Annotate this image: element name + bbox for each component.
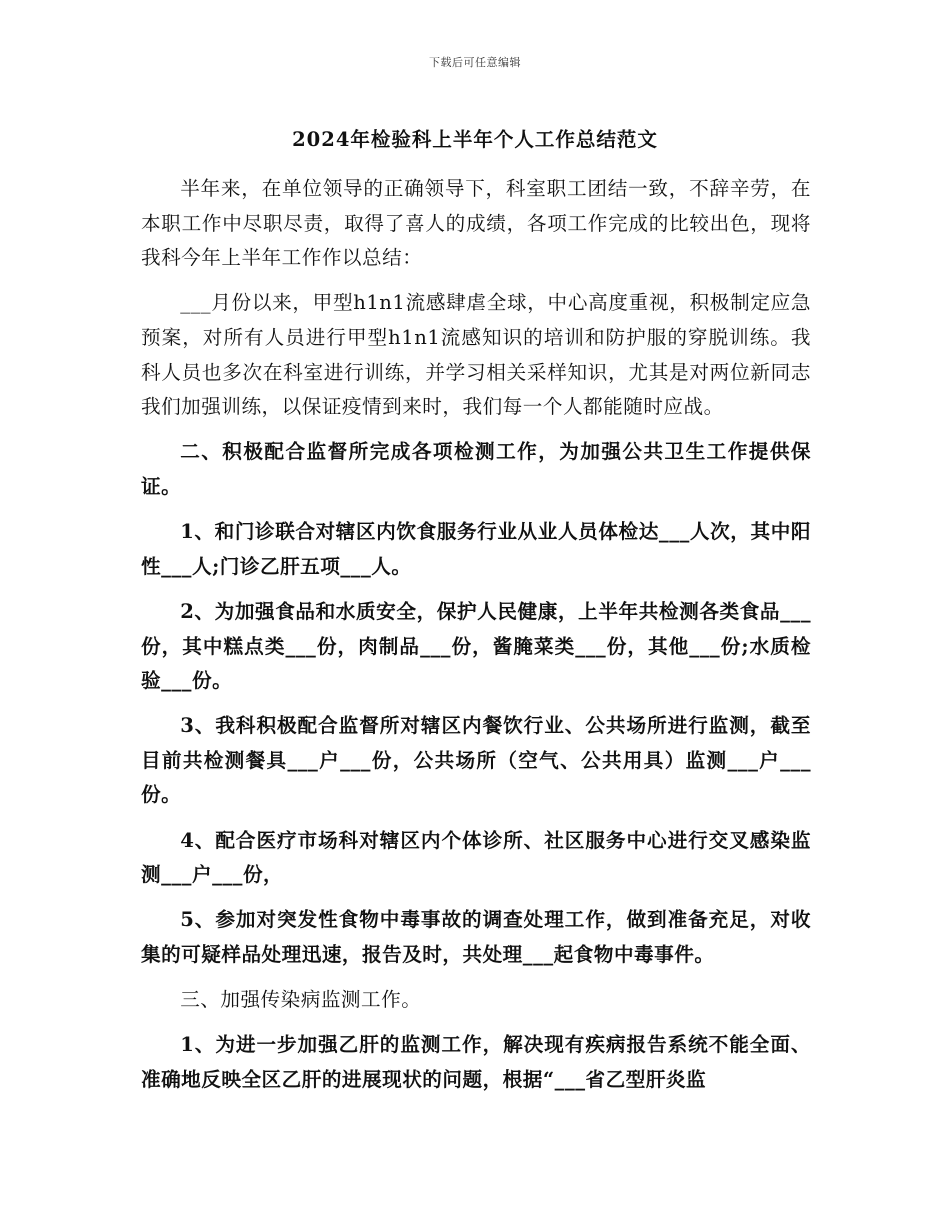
- document-title: 2024年检验科上半年个人工作总结范文: [292, 128, 658, 151]
- list-item-2-2: 2、为加强食品和水质安全，保护人民健康，上半年共检测各类食品___份，其中糕点类___份，肉制品___份，酱腌菜类___份，其他___份;水质检验___份。: [141, 599, 811, 693]
- list-item-2-5: 5、参加对突发性食物中毒事故的调查处理工作，做到准备充足，对收集的可疑样品处理迅速，报告及时，共处理___起食物中毒事件。: [141, 908, 811, 967]
- list-item-2-1: 1、和门诊联合对辖区内饮食服务行业从业人员体检达___人次，其中阳性___人;门诊乙肝五项___人。: [141, 520, 811, 578]
- list-item-3-1: 1、为进一步加强乙肝的监测工作，解决现有疾病报告系统不能全面、准确地反映全区乙肝的进展现状的问题，根据“___省乙型肝炎监: [141, 1033, 811, 1091]
- header-note: 下载后可任意编辑: [429, 56, 521, 69]
- paragraph-flu-training: ___月份以来，甲型h1n1流感肆虐全球，中心高度重视，积极制定应急预案，对所有人员进行甲型h1n1流感知识的培训和防护服的穿脱训练。我科人员也多次在科室进行训练，并学习相关采样知识，尤其是对两位新同志我们加强训练，以保证疫情到来时，我们每一个人都能随时应战。: [141, 291, 811, 419]
- list-item-2-3: 3、我科积极配合监督所对辖区内餐饮行业、公共场所进行监测，截至目前共检测餐具___户___份，公共场所（空气、公共用具）监测___户___份。: [141, 714, 811, 807]
- document-body: [141, 172, 811, 1108]
- paragraph-intro: 半年来，在单位领导的正确领导下，科室职工团结一致，不辞辛劳，在本职工作中尽职尽责，取得了喜人的成绩，各项工作完成的比较出色，现将我科今年上半年工作作以总结：: [141, 177, 811, 270]
- section-heading-3: 三、加强传染病监测工作。: [180, 988, 422, 1012]
- list-item-2-4: 4、配合医疗市场科对辖区内个体诊所、社区服务中心进行交叉感染监测___户___份，: [141, 828, 811, 887]
- section-heading-2: 二、积极配合监督所完成各项检测工作，为加强公共卫生工作提供保证。: [141, 440, 811, 498]
